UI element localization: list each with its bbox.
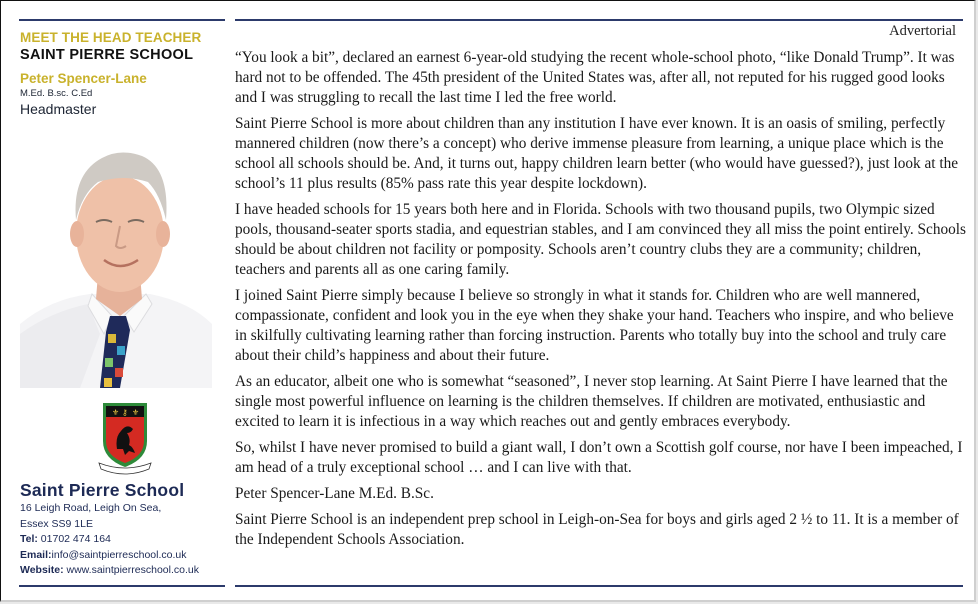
crest-icon xyxy=(97,401,153,477)
tel-label: Tel: xyxy=(20,533,38,545)
article-footnote: Saint Pierre School is an independent prep school in Leigh-on-Sea for boys and girls aged 2 ½ to 11. It is a member of the Independent Schools Association. xyxy=(235,511,959,548)
email xyxy=(20,548,230,564)
contact-block xyxy=(20,479,230,579)
telephone xyxy=(20,532,230,548)
website-link[interactable]: www.saintpierreschool.co.uk xyxy=(63,564,199,576)
article-signature: Peter Spencer-Lane M.Ed. B.Sc. xyxy=(235,485,434,502)
article-bottom-rule xyxy=(235,585,963,587)
address-line-2: Essex SS9 1LE xyxy=(20,517,93,530)
svg-text:⚜: ⚜ xyxy=(132,408,140,417)
qualifications: M.Ed. B.sc. C.Ed xyxy=(20,88,93,99)
contact-school-name: Saint Pierre School xyxy=(20,480,185,500)
school-crest xyxy=(97,401,153,477)
article-paragraph: So, whilst I have never promised to build a giant wall, I don’t own a Scottish golf course, nor have I been impeached, I am head of a truly exceptional school … and I can live with that. xyxy=(235,439,963,476)
portrait-illustration xyxy=(20,134,212,388)
article-body xyxy=(235,48,967,556)
article-top-rule xyxy=(235,19,963,21)
head-teacher-name: Peter Spencer-Lane xyxy=(20,71,147,86)
svg-text:⚷: ⚷ xyxy=(122,408,128,417)
tel-value[interactable]: 01702 474 164 xyxy=(37,533,111,545)
advertorial-label: Advertorial xyxy=(889,23,956,39)
svg-text:⚜: ⚜ xyxy=(112,408,120,417)
kicker-heading: MEET THE HEAD TEACHER xyxy=(20,30,202,45)
website-label: Website: xyxy=(20,564,64,576)
headmaster-photo xyxy=(20,134,212,388)
school-heading: SAINT PIERRE SCHOOL xyxy=(20,47,194,63)
job-title: Headmaster xyxy=(20,101,97,117)
website xyxy=(20,563,230,579)
address-line-1: 16 Leigh Road, Leigh On Sea, xyxy=(20,502,162,514)
article-paragraph: Saint Pierre School is more about children than any institution I have ever known. It is an oasis of smiling, perfectly mannered children (now there’s a concept) who derive immense pleasure from learning, a unique place which is the school all schools should be. And, it turns out, happy children learn better (who would have guessed?), just look at the school’s 11 plus results (85% pass rate this year despite lockdown). xyxy=(235,115,959,192)
article-paragraph: I have headed schools for 15 years both here and in Florida. Schools with two thousand pupils, two Olympic sized pools, thousand-seater sports stadia, and equestrian stables, and I am convinced they all miss the point entirely. Schools should be about children not facility or pomposity. Schools aren’t country clubs they are a community; children, teachers and parents all as one caring family. xyxy=(235,201,966,278)
sidebar-top-rule xyxy=(19,19,225,21)
article-paragraph: As an educator, albeit one who is somewhat “seasoned”, I never stop learning. At Saint Pierre I have learned that the single most powerful influence on learning is the children themselves. If children are motivated, enthusiastic and excited to learn it is infectious in a way which reaches out and gently embraces everybody. xyxy=(235,373,948,430)
sidebar-bottom-rule xyxy=(19,585,225,587)
sidebar-header xyxy=(20,29,226,118)
email-link[interactable]: info@saintpierreschool.co.uk xyxy=(51,548,187,561)
article-paragraph: “You look a bit”, declared an earnest 6-year-old studying the recent whole-school photo, “like Donald Trump”. It was hard not to be offended. The 45th president of the United States was, after all, not reputed for his rugged good looks and I was struggling to recall the last time I led the free world. xyxy=(235,49,955,106)
email-label: Email: xyxy=(20,548,52,561)
article-paragraph: I joined Saint Pierre simply because I believe so strongly in what it stands for. Children who are well mannered, compassionate, confident and look you in the eye when they shake your hand. Teachers who inspire, and who believe in skilfully cultivating learning rather than forcing instruction. Parents who totally buy into the school and truly care about their child’s happiness and about their future. xyxy=(235,287,954,364)
